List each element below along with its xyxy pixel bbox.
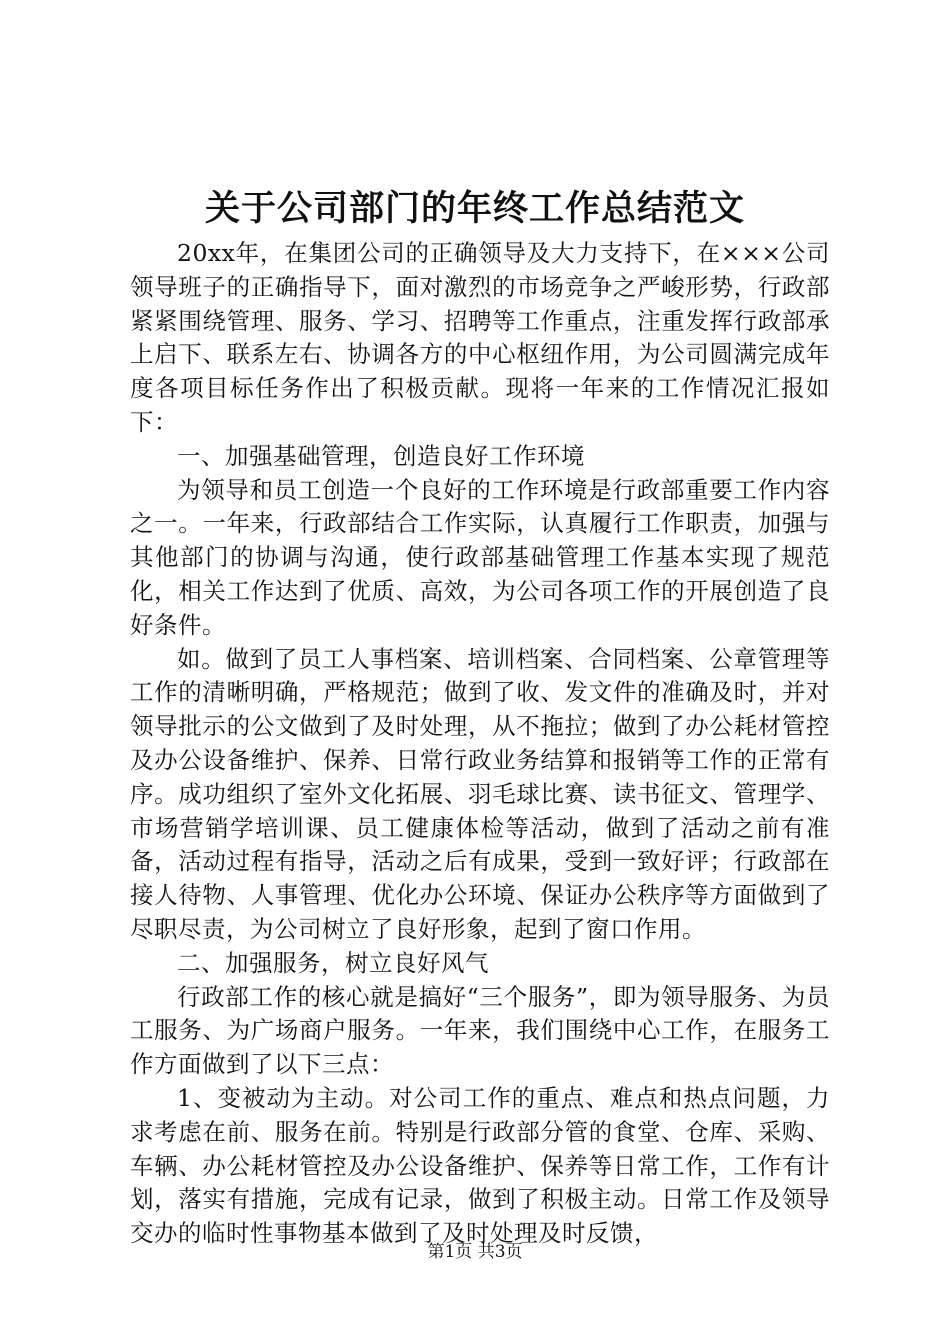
- page-footer: 第1页 共3页: [427, 1242, 523, 1262]
- paragraph-intro: 20xx年，在集团公司的正确领导及大力支持下，在×××公司领导班子的正确指导下，面对激烈的市场竞争之严峻形势，行政部紧紧围绕管理、服务、学习、招聘等工作重点，注重发挥行政部承上启下、联系左右、协调各方的中心枢纽作用，为公司圆满完成年度各项目标任务作出了积极贡献。现将一年来的工作情况汇报如下：: [130, 239, 830, 436]
- paragraph-section-1: 为领导和员工创造一个良好的工作环境是行政部重要工作内容之一。一年来，行政部结合工作实际，认真履行工作职责，加强与其他部门的协调与沟通，使行政部基础管理工作基本实现了规范化，相关工作达到了优质、高效，为公司各项工作的开展创造了良好条件。: [130, 475, 830, 639]
- paragraph-section-2-point-1: 1、变被动为主动。对公司工作的重点、难点和热点问题，力求考虑在前、服务在前。特别是行政部分管的食堂、仓库、采购、车辆、办公耗材管控及办公设备维护、保养等日常工作，工作有计划，落实有措施，完成有记录，做到了积极主动。日常工作及领导交办的临时性事物基本做到了及时处理及时反馈，: [130, 1083, 830, 1248]
- section-heading-2: 二、加强服务，树立良好风气: [177, 948, 489, 977]
- section-heading-1: 一、加强基础管理，创造良好工作环境: [177, 441, 585, 470]
- document-title: 关于公司部门的年终工作总结范文: [204, 188, 745, 229]
- paragraph-section-2: 行政部工作的核心就是搞好“三个服务”，即为领导服务、为员工服务、为广场商户服务。一年来，我们围绕中心工作，在服务工作方面做到了以下三点：: [130, 982, 830, 1079]
- document-body: [130, 237, 830, 1251]
- paragraph-section-1-examples: 如。做到了员工人事档案、培训档案、合同档案、公章管理等工作的清晰明确，严格规范；做到了收、发文件的准确及时，并对领导批示的公文做到了及时处理，从不拖拉；做到了办公耗材管控及办公设备维护、保养、日常行政业务结算和报销等工作的正常有序。成功组织了室外文化拓展、羽毛球比赛、读书征文、管理学、市场营销学培训课、员工健康体检等活动，做到了活动之前有准备，活动过程有指导，活动之后有成果，受到一致好评；行政部在接人待物、人事管理、优化办公环境、保证办公秩序等方面做到了尽职尽责，为公司树立了良好形象，起到了窗口作用。: [130, 644, 830, 943]
